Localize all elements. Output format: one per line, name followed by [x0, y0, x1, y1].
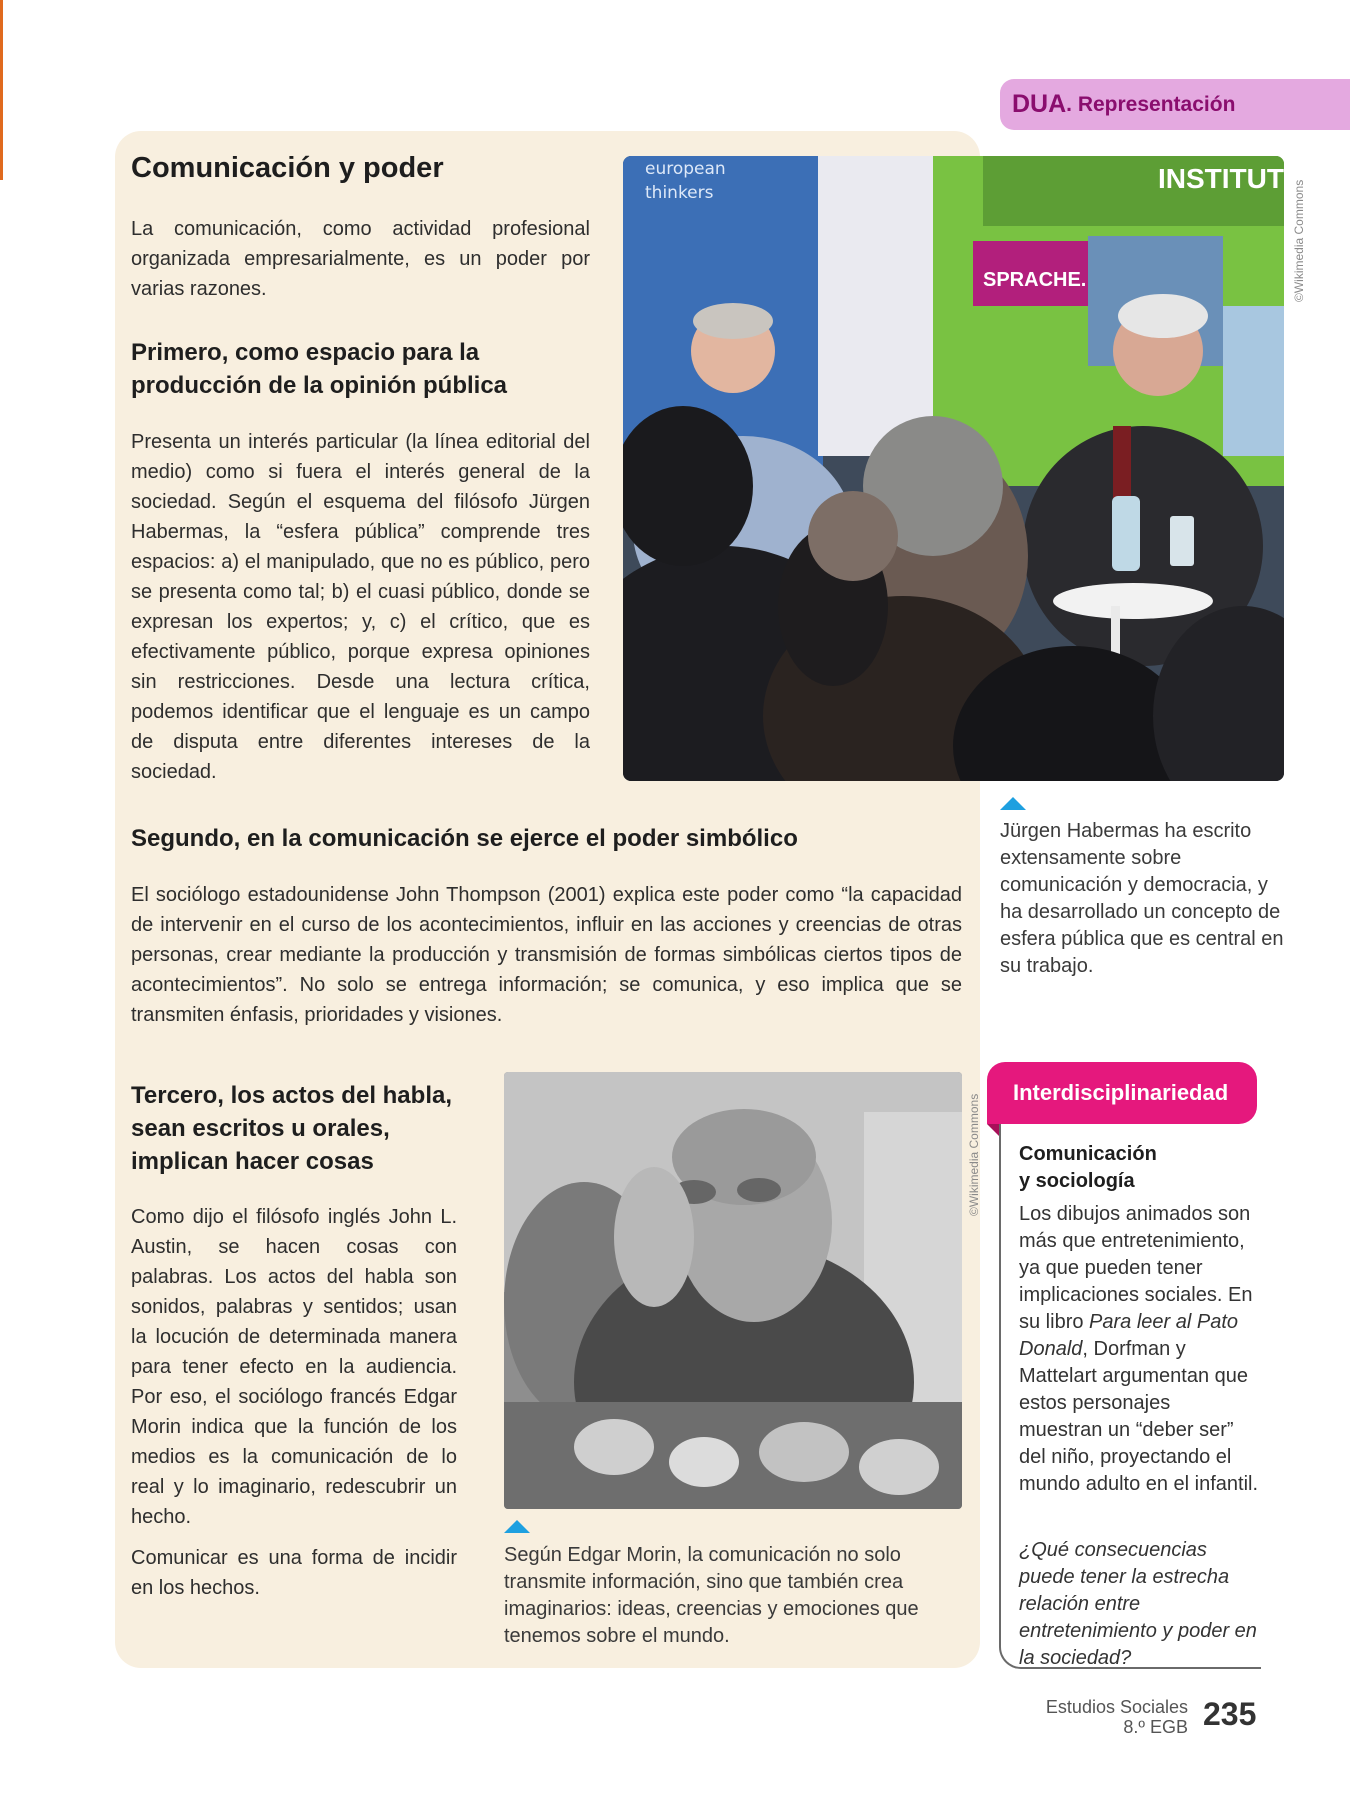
dua-suffix: . Representación: [1066, 92, 1236, 116]
morin-photo: [504, 1072, 962, 1509]
dua-label: DUA: [1012, 90, 1067, 118]
section1-heading-line2: producción de la opinión pública: [131, 372, 508, 399]
article-intro: La comunicación, como actividad profesional organizada empresarialmente, es un poder por varias razones.: [131, 218, 590, 300]
interdisciplinary-title-line1: Comunicación: [1019, 1143, 1157, 1165]
section3-heading-line3: implican hacer cosas: [131, 1148, 374, 1175]
section3-body2: Comunicar es una forma de incidir en los hechos.: [131, 1547, 457, 1599]
photo2-credit: ©Wikimedia Commons: [967, 1093, 981, 1216]
interdisciplinary-question: ¿Qué consecuencias puede tener la estrecha relación entre entretenimiento y poder en la sociedad?: [1019, 1539, 1257, 1669]
interdisciplinary-title: [1019, 1141, 1157, 1195]
section2-body: El sociólogo estadounidense John Thompson (2001) explica este poder como “la capacidad de intervenir en el curso de los acontecimientos, influir en las acciones y creencias de otras personas, crear mediante la producción y transmisión de formas simbólicas ciertos tipos de acontecimientos”. No solo se entrega información; se comunica, y eso implica que se transmiten énfasis, prioridades y visiones.: [131, 884, 962, 1026]
morin-photo-image: [504, 1072, 962, 1509]
photo1-caption: Jürgen Habermas ha escrito extensamente sobre comunicación y democracia, y ha desarrollado un concepto de esfera pública que es central en su trabajo.: [1000, 820, 1284, 977]
footer-subject: [1046, 1697, 1188, 1737]
page-edge-marker: [0, 0, 3, 180]
page-number: 235: [1203, 1696, 1257, 1732]
interdisciplinary-text-before: Los dibujos animados son más que entretenimiento, ya que pueden tener implicaciones sociales. En su libro: [1019, 1203, 1253, 1333]
section3-body1: Como dijo el filósofo inglés John L. Austin, se hacen cosas con palabras. Los actos del habla son sonidos, palabras y sentidos; usan la locución de determinada manera para tener efecto en la audiencia. Por eso, el sociólogo francés Edgar Morin indica que la función de los medios es la comunicación de lo real y lo imaginario, redescubrir un hecho.: [131, 1206, 457, 1528]
banner-text: INSTITUT: [1158, 163, 1284, 194]
section1-body: Presenta un interés particular (la línea editorial del medio) como si fuera el interés general de la sociedad. Según el esquema del filósofo Jürgen Habermas, la “esfera pública” comprende tres espacios: a) el manipulado, que no es público, pero se presenta como tal; b) el cuasi público, donde se expresan los expertos; y, c) el crítico, que es efectivamente público, porque expresa opiniones sin restricciones. Desde una lectura crítica, podemos identificar que el lenguaje es un campo de disputa entre diferentes intereses de la sociedad.: [131, 431, 590, 783]
sign-line1: european: [645, 159, 726, 179]
section3-heading-line1: Tercero, los actos del habla,: [131, 1082, 452, 1109]
interdisciplinary-tab-fold: [987, 1124, 999, 1136]
photo2-caption: Según Edgar Morin, la comunicación no solo transmite información, sino que también crea imaginarios: ideas, creencias y emociones que tenemos sobre el mundo.: [504, 1544, 919, 1647]
badge-text: SPRACHE.: [983, 269, 1087, 291]
interdisciplinary-title-line2: y sociología: [1019, 1170, 1135, 1192]
habermas-photo-image: [623, 156, 1284, 781]
dua-representation-tab: [1000, 79, 1350, 130]
interdisciplinary-text: [1019, 1201, 1259, 1498]
interdisciplinary-tab: Interdisciplinariedad: [987, 1062, 1257, 1124]
interdisciplinary-text-after: , Dorfman y Mattelart argumentan que estos personajes muestran un “deber ser” del niño, proyectando el mundo adulto en el infantil.: [1019, 1338, 1259, 1495]
caption1-marker-icon: [1000, 797, 1026, 810]
section2-heading: Segundo, en la comunicación se ejerce el poder simbólico: [131, 825, 798, 852]
photo1-credit: ©Wikimedia Commons: [1292, 179, 1306, 302]
footer-subject-name: Estudios Sociales: [1045, 1697, 1188, 1717]
book-title: Para leer al Pato Donald: [1019, 1311, 1239, 1360]
article-title: Comunicación y poder: [131, 152, 444, 184]
section1-heading-line1: Primero, como espacio para la: [131, 339, 480, 366]
caption2-marker-icon: [504, 1520, 530, 1533]
footer-grade: 8.º EGB: [1123, 1717, 1188, 1737]
section3-heading-line2: sean escritos u orales,: [131, 1115, 390, 1142]
sign-line2: thinkers: [645, 183, 714, 203]
section1-heading: [131, 336, 507, 402]
habermas-photo: [623, 156, 1284, 781]
section3-heading: [131, 1079, 452, 1178]
